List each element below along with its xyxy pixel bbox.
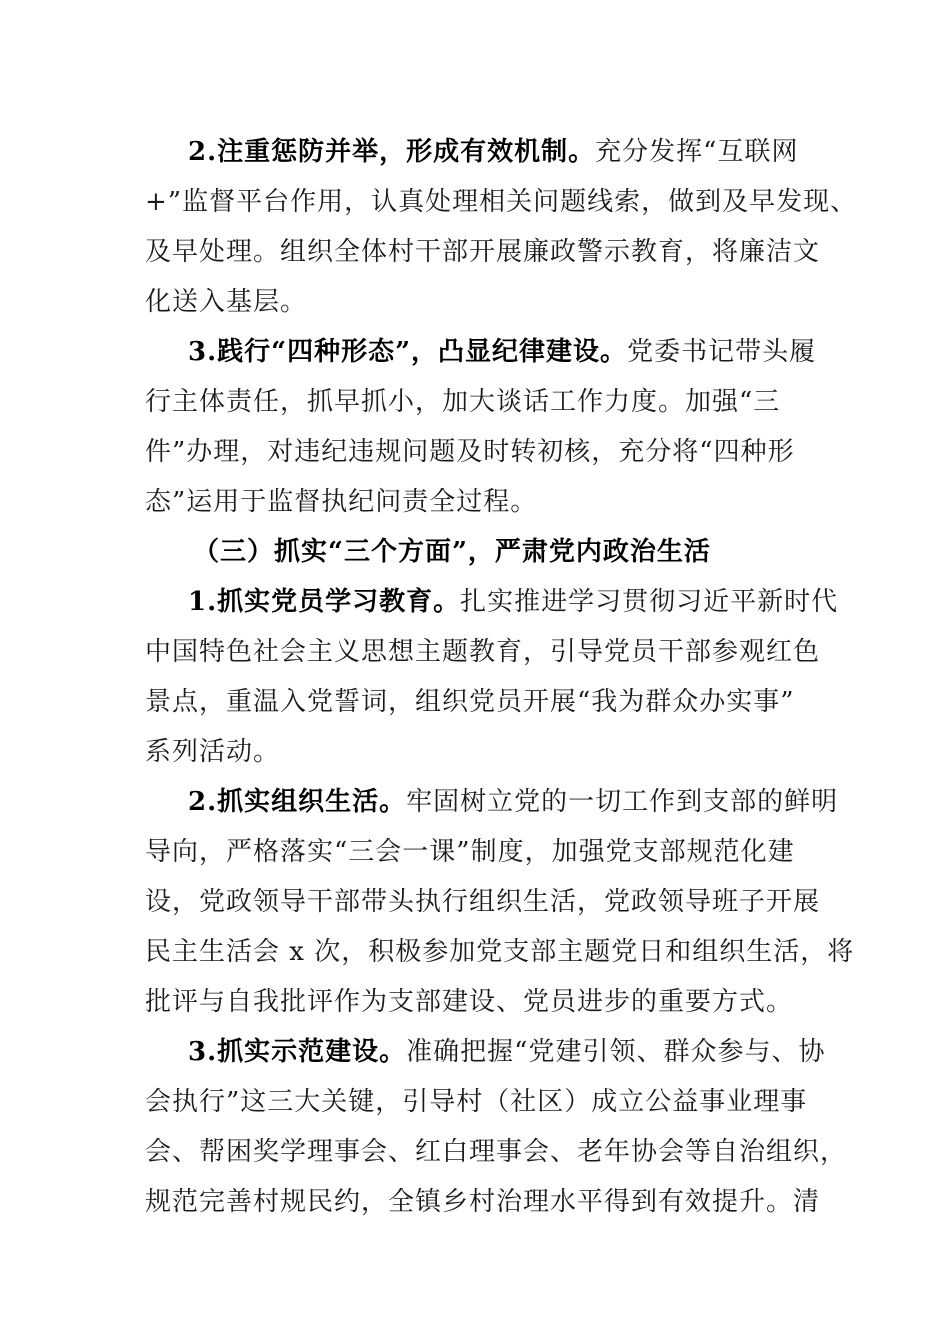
paragraph-line [188, 332, 816, 372]
paragraph-text: 党委书记带头履 [627, 337, 817, 367]
paragraph-line [188, 1032, 825, 1072]
paragraph-text: 准确把握“党建引领、群众参与、协 [406, 1037, 826, 1067]
paragraph-line: 化送入基层。 [145, 287, 308, 317]
paragraph-text: 充分发挥“互联网 [595, 137, 799, 167]
paragraph-lead-heading: 1.抓实党员学习教育。 [188, 587, 461, 617]
paragraph-line: 会、帮困奖学理事会、红白理事会、老年协会等自治组织， [145, 1137, 848, 1167]
paragraph-lead-heading: 3.抓实示范建设。 [188, 1037, 407, 1067]
paragraph-line: 导向，严格落实“三会一课”制度，加强党支部规范化建 [145, 837, 795, 867]
paragraph-line: 会执行”这三大关键，引导村（社区）成立公益事业理事 [145, 1087, 808, 1117]
paragraph-line: 及早处理。组织全体村干部开展廉政警示教育，将廉洁文 [145, 237, 821, 267]
paragraph-line: 民主生活会 x 次，积极参加党支部主题党日和组织生活，将 [145, 937, 855, 967]
paragraph-text: 扎实推进学习贯彻习近平新时代 [460, 587, 839, 617]
paragraph-line: 件”办理，对违纪违规问题及时转初核，充分将“四种形 [145, 437, 795, 467]
paragraph-line: 行主体责任，抓早抓小，加大谈话工作力度。加强“三 [145, 387, 781, 417]
paragraph-line: 系列活动。 [145, 737, 281, 767]
section-heading: （三）抓实“三个方面”，严肃党内政治生活 [193, 537, 711, 567]
paragraph-lead-heading: 3.践行“四种形态”，凸显纪律建设。 [188, 337, 628, 367]
paragraph-lead-heading: 2.抓实组织生活。 [188, 787, 407, 817]
paragraph-line: 批评与自我批评作为支部建设、党员进步的重要方式。 [145, 987, 794, 1017]
paragraph-text: 牢固树立党的一切工作到支部的鲜明 [406, 787, 839, 817]
paragraph-line: 景点，重温入党誓词，组织党员开展“我为群众办实事” [145, 687, 795, 717]
paragraph-line: 规范完善村规民约，全镇乡村治理水平得到有效提升。清 [145, 1187, 821, 1217]
paragraph-line: 中国特色社会主义思想主题教育，引导党员干部参观红色 [145, 637, 821, 667]
paragraph-line: +”监督平台作用，认真处理相关问题线索，做到及早发现、 [145, 187, 858, 217]
paragraph-lead-heading: 2.注重惩防并举，形成有效机制。 [188, 137, 596, 167]
paragraph-line: 设，党政领导干部带头执行组织生活，党政领导班子开展 [145, 887, 821, 917]
paragraph-line [188, 782, 838, 822]
paragraph-line [188, 132, 798, 172]
paragraph-line [188, 582, 838, 622]
paragraph-line: 态”运用于监督执纪问责全过程。 [145, 487, 538, 517]
